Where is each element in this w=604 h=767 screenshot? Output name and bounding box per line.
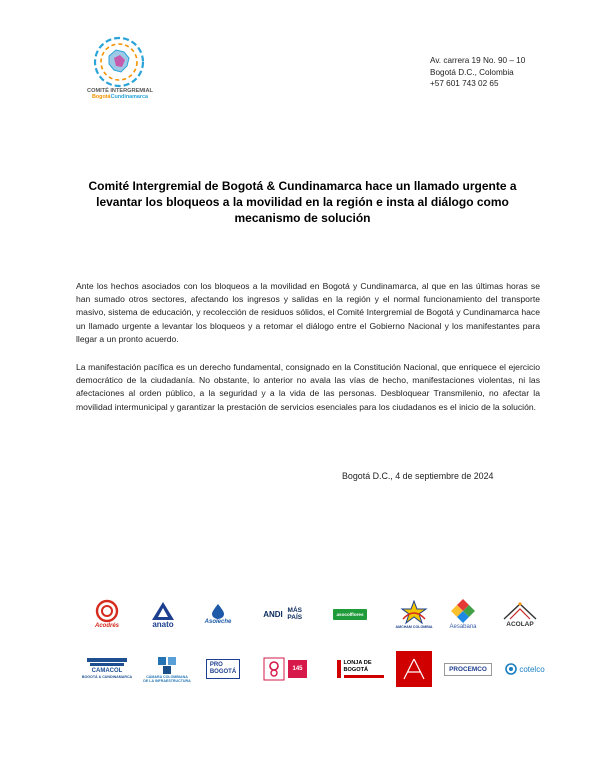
anato-logo: anato <box>140 592 186 636</box>
asoleche-logo: Asoleche <box>194 592 242 636</box>
camacol-logo: CAMACOL BOGOTÁ & CUNDINAMARCA <box>82 647 132 691</box>
acodres-logo: Acodrés <box>82 592 132 636</box>
aesabana-logo: Aesabana <box>440 592 486 636</box>
camara-comercio-145-logo: 145 <box>252 647 318 691</box>
anato-triangle-icon <box>151 601 175 621</box>
acodres-swirl-icon <box>94 599 120 623</box>
document-date: Bogotá D.C., 4 de septiembre de 2024 <box>342 471 494 481</box>
member-logos-row-1 <box>82 592 552 636</box>
asocolflores-logo: asocolflores <box>326 592 374 636</box>
a-letter-icon <box>402 657 426 681</box>
amcham-star-icon <box>400 599 428 625</box>
infraestructura-blocks-icon <box>156 655 178 675</box>
address-phone: +57 601 743 02 65 <box>430 79 499 88</box>
a-logo <box>392 647 436 691</box>
paragraph-2: La manifestación pacífica es un derecho fundamental, consignado en la Constitución Nacional, que enriquece el ejercicio democrático de la ciudadanía. No obstante, lo anterior no avala las vías de hecho, manifestaciones violentas, ni las afectaciones al orden público, a la seguridad y a la vida de las personas. Desbloquear Transmilenio, no afectar la movilidad intermunicipal y garantizar la prestación de servicios esenciales para los ciudadanos es el inicio de la solución. <box>76 362 540 412</box>
asoleche-drop-icon <box>207 603 229 619</box>
acolap-tent-icon <box>502 601 538 621</box>
aesabana-diamond-icon <box>450 598 476 624</box>
document-title: Comité Intergremial de Bogotá & Cundinamarca hace un llamado urgente a levantar los bloqueos a la movilidad en la región e insta al diálogo como mecanismo de solución <box>88 179 517 225</box>
camara-comercio-icon <box>263 657 285 681</box>
logo-line1: COMITÉ INTERGREMIAL <box>87 88 153 94</box>
comite-intergremial-logo <box>78 28 160 110</box>
logo-line2-b: Cundinamarca <box>110 94 149 100</box>
address-city: Bogotá D.C., Colombia <box>430 67 514 77</box>
logo-line2-a: Bogotá <box>91 94 111 100</box>
member-logos-row-2 <box>82 647 552 691</box>
probogota-logo: PRO BOGOTÁ <box>204 647 242 691</box>
address-street: Av. carrera 19 No. 90 – 10 <box>430 56 526 65</box>
andi-mas-pais-logo: ANDI MÁS PAÍS <box>263 607 303 621</box>
amcham-logo: AMCHAM COLOMBIA <box>388 592 440 636</box>
procemco-logo: PROCEMCO <box>440 647 496 691</box>
lonja-bogota-logo: LONJA DE BOGOTÁ <box>334 647 386 691</box>
camara-infraestructura-logo: CÁMARA COLOMBIANA DE LA INFRAESTRUCTURA <box>140 647 194 691</box>
paragraph-1: Ante los hechos asociados con los bloqueos a la movilidad en Bogotá y Cundinamarca, al que en las últimas horas se han sumado otros sectores, afectando los ingresos y salidas en la región y el normal funcionamiento del transporte masivo, sistema de educación, y recolección de residuos sólidos, el Comité Intergremial de Bogotá y Cundinamarca hace un llamado urgente a levantar los bloqueos y a retomar el diálogo entre el Gobierno Nacional y los manifestantes para llegar a un pronto acuerdo. <box>76 281 540 344</box>
acolap-logo: ACOLAP <box>492 592 548 636</box>
address-block <box>430 55 525 90</box>
cotelco-logo: cotelco <box>500 647 550 691</box>
cotelco-circle-icon <box>505 663 517 675</box>
